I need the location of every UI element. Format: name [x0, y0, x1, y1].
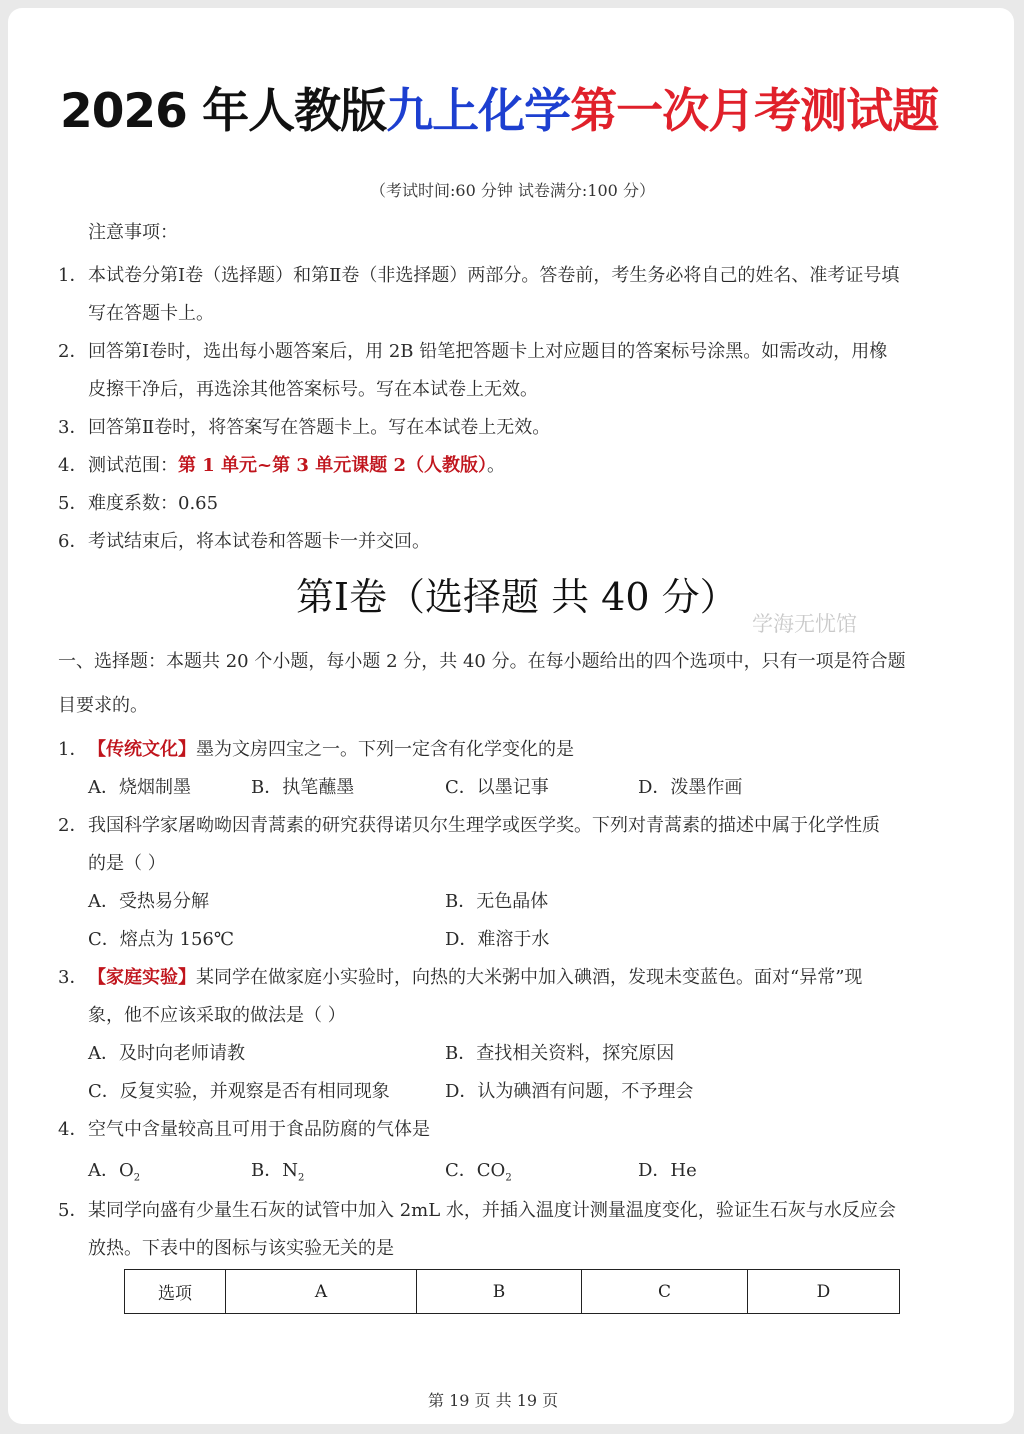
question-1-stem — [88, 735, 574, 761]
notice-item-4-num: 4． — [58, 455, 88, 476]
table-header-c: C — [582, 1270, 748, 1314]
notice-item-2-text: 回答第Ⅰ卷时，选出每小题答案后，用 2B 铅笔把答题卡上对应题目的答案标号涂黑。如需改动，用橡 — [88, 341, 888, 362]
question-2-num: 2． — [58, 815, 88, 836]
notice-item-4-after: 。 — [487, 455, 505, 476]
question-5-text: 某同学向盛有少量生石灰的试管中加入 2mL 水，并插入温度计测量温度变化，验证生石灰与水反应会 — [88, 1200, 896, 1221]
question-3-option-d: D．认为碘酒有问题，不予理会 — [445, 1081, 694, 1102]
question-3-cont: 象，他不应该采取的做法是（ ） — [88, 1005, 346, 1026]
question-2-cont: 的是（ ） — [88, 853, 166, 874]
question-2-text: 我国科学家屠呦呦因青蒿素的研究获得诺贝尔生理学或医学奖。下列对青蒿素的描述中属于化学性质 — [88, 815, 880, 836]
question-4-option-d-label: D．He — [638, 1160, 697, 1181]
exam-meta: （考试时间:60 分钟 试卷满分:100 分） — [370, 181, 655, 200]
notice-item-2-cont: 皮擦干净后，再选涂其他答案标号。写在本试卷上无效。 — [88, 379, 538, 400]
question-3-option-b: B．查找相关资料，探究原因 — [445, 1043, 675, 1064]
question-4-option-b-sub: 2 — [297, 1172, 305, 1184]
question-4-option-d — [638, 1156, 697, 1184]
question-3-tag: 【家庭实验】 — [88, 967, 196, 988]
question-4-option-a — [88, 1156, 140, 1184]
instructions-line-1: 一、选择题：本题共 20 个小题，每小题 2 分，共 40 分。在每小题给出的四个选项中，只有一项是符合题 — [58, 651, 906, 672]
question-3-option-a: A．及时向老师请教 — [88, 1043, 245, 1064]
notice-item-2-num: 2． — [58, 341, 88, 362]
question-1-text: 墨为文房四宝之一。下列一定含有化学变化的是 — [196, 739, 574, 760]
question-3-num: 3． — [58, 967, 88, 988]
question-2-option-b: B．无色晶体 — [445, 891, 549, 912]
question-3-stem — [88, 963, 862, 989]
notice-item-4 — [88, 451, 505, 477]
question-3-text: 某同学在做家庭小实验时，向热的大米粥中加入碘酒，发现未变蓝色。面对“异常”现 — [196, 967, 863, 988]
question-3-option-c: C．反复实验，并观察是否有相同现象 — [88, 1081, 390, 1102]
section-title: 第Ⅰ卷（选择题 共 40 分） — [296, 575, 738, 619]
table-header-b: B — [417, 1270, 582, 1314]
question-5-num: 5． — [58, 1200, 88, 1221]
question-1-option-d: D．泼墨作画 — [638, 777, 743, 798]
watermark: 学海无忧馆 — [752, 612, 857, 636]
notice-item-1-num: 1． — [58, 265, 88, 286]
question-4-option-a-sub: 2 — [133, 1172, 141, 1184]
test-scope: 第 1 单元~第 3 单元课题 2（人教版） — [178, 455, 487, 476]
notice-item-6-num: 6． — [58, 531, 88, 552]
notice-item-1-text: 本试卷分第Ⅰ卷（选择题）和第Ⅱ卷（非选择题）两部分。答卷前，考生务必将自己的姓名、准考证号填 — [88, 265, 900, 286]
notice-item-4-text: 测试范围： — [88, 455, 178, 476]
title-part-3: 第一次月考测试题 — [570, 84, 939, 139]
question-4-option-b — [251, 1156, 304, 1184]
question-1-option-c: C．以墨记事 — [445, 777, 549, 798]
question-1-tag: 【传统文化】 — [88, 739, 196, 760]
question-4-option-a-label: A．O — [88, 1160, 134, 1181]
question-2-option-a: A．受热易分解 — [88, 891, 209, 912]
exam-page — [8, 8, 1014, 1424]
question-1-option-a: A．烧烟制墨 — [88, 777, 191, 798]
notice-item-6-text: 考试结束后，将本试卷和答题卡一并交回。 — [88, 531, 430, 552]
notice-item-3-text: 回答第Ⅱ卷时，将答案写在答题卡上。写在本试卷上无效。 — [88, 417, 551, 438]
question-4-num: 4． — [58, 1119, 88, 1140]
notice-item-3-num: 3． — [58, 417, 88, 438]
page-footer: 第 19 页 共 19 页 — [428, 1391, 559, 1410]
table-header-option: 选项 — [125, 1270, 226, 1314]
notice-heading: 注意事项： — [88, 222, 178, 243]
question-4-option-c-label: C．CO — [445, 1160, 506, 1181]
notice-item-1-cont: 写在答题卡上。 — [88, 303, 214, 324]
question-4-option-c-sub: 2 — [505, 1172, 512, 1184]
table-row — [125, 1270, 900, 1314]
question-4-option-b-label: B．N — [251, 1160, 298, 1181]
notice-item-5-num: 5． — [58, 493, 88, 514]
title-part-2: 九上化学 — [386, 84, 571, 139]
question-1-num: 1． — [58, 739, 88, 760]
instructions-line-2: 目要求的。 — [58, 695, 148, 716]
question-4-option-c — [445, 1156, 512, 1184]
title-part-1: 2026 年人教版 — [60, 84, 387, 139]
options-table — [124, 1269, 900, 1314]
question-2-option-c: C．熔点为 156℃ — [88, 929, 234, 950]
exam-title — [60, 74, 938, 141]
table-header-a: A — [226, 1270, 417, 1314]
notice-item-5-text: 难度系数：0.65 — [88, 493, 219, 514]
question-5-cont: 放热。下表中的图标与该实验无关的是 — [88, 1238, 394, 1259]
question-2-option-d: D．难溶于水 — [445, 929, 550, 950]
question-1-option-b: B．执笔蘸墨 — [251, 777, 355, 798]
table-header-d: D — [748, 1270, 900, 1314]
question-4-text: 空气中含量较高且可用于食品防腐的气体是 — [88, 1119, 430, 1140]
